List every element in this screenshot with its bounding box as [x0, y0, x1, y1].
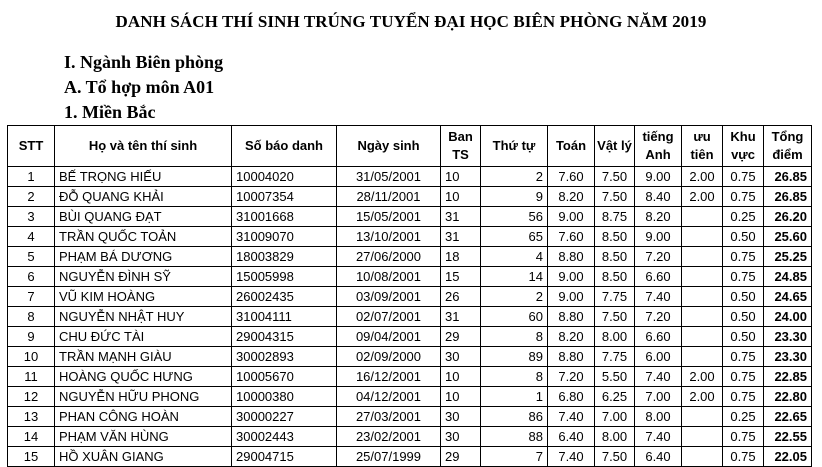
cell-dob: 16/12/2001 [337, 367, 441, 387]
cell-stt: 4 [8, 227, 55, 247]
header-name: Họ và tên thí sinh [55, 126, 232, 167]
section-heading: I. Ngành Biên phòng [64, 52, 224, 72]
cell-english: 8.00 [635, 407, 682, 427]
cell-stt: 13 [8, 407, 55, 427]
cell-sbd: 26002435 [232, 287, 337, 307]
cell-dob: 13/10/2001 [337, 227, 441, 247]
header-english: tiếng Anh [635, 126, 682, 167]
cell-stt: 14 [8, 427, 55, 447]
cell-physics: 6.25 [595, 387, 635, 407]
cell-dob: 28/11/2001 [337, 187, 441, 207]
cell-order: 14 [481, 267, 548, 287]
cell-english: 7.20 [635, 247, 682, 267]
cell-english: 6.00 [635, 347, 682, 367]
cell-region: 0.25 [723, 207, 764, 227]
cell-dob: 10/08/2001 [337, 267, 441, 287]
cell-name: CHU ĐỨC TÀI [55, 327, 232, 347]
table-row [8, 307, 812, 327]
cell-dob: 15/05/2001 [337, 207, 441, 227]
cell-order: 9 [481, 187, 548, 207]
cell-order: 8 [481, 327, 548, 347]
cell-dob: 03/09/2001 [337, 287, 441, 307]
cell-math: 9.00 [548, 207, 595, 227]
cell-priority [682, 327, 723, 347]
cell-region: 0.50 [723, 227, 764, 247]
cell-order: 2 [481, 167, 548, 187]
table-row [8, 187, 812, 207]
cell-name: ĐỖ QUANG KHẢI [55, 187, 232, 207]
header-sbd: Số báo danh [232, 126, 337, 167]
cell-order: 8 [481, 367, 548, 387]
cell-region: 0.50 [723, 307, 764, 327]
cell-region: 0.25 [723, 407, 764, 427]
cell-english: 7.40 [635, 367, 682, 387]
cell-sbd: 31004111 [232, 307, 337, 327]
cell-total: 26.85 [764, 167, 812, 187]
cell-priority [682, 227, 723, 247]
cell-priority [682, 347, 723, 367]
cell-ban-ts: 29 [441, 447, 481, 467]
table-row [8, 267, 812, 287]
cell-order: 4 [481, 247, 548, 267]
cell-stt: 8 [8, 307, 55, 327]
cell-order: 60 [481, 307, 548, 327]
cell-name: NGUYỄN ĐÌNH SỸ [55, 267, 232, 287]
cell-region: 0.75 [723, 427, 764, 447]
header-order: Thứ tự [481, 126, 548, 167]
cell-sbd: 10005670 [232, 367, 337, 387]
admission-table [7, 125, 812, 467]
cell-sbd: 30002893 [232, 347, 337, 367]
cell-physics: 7.50 [595, 307, 635, 327]
cell-name: TRẦN MẠNH GIÀU [55, 347, 232, 367]
cell-sbd: 10007354 [232, 187, 337, 207]
cell-total: 25.25 [764, 247, 812, 267]
cell-dob: 27/06/2000 [337, 247, 441, 267]
cell-total: 26.20 [764, 207, 812, 227]
cell-name: BẾ TRỌNG HIẾU [55, 167, 232, 187]
cell-total: 23.30 [764, 347, 812, 367]
cell-name: PHAN CÔNG HOÀN [55, 407, 232, 427]
table-header-row [8, 126, 812, 167]
cell-total: 24.85 [764, 267, 812, 287]
cell-ban-ts: 10 [441, 187, 481, 207]
cell-sbd: 10000380 [232, 387, 337, 407]
cell-ban-ts: 31 [441, 227, 481, 247]
cell-dob: 02/07/2001 [337, 307, 441, 327]
cell-total: 22.55 [764, 427, 812, 447]
cell-sbd: 18003829 [232, 247, 337, 267]
table-row [8, 387, 812, 407]
cell-priority [682, 267, 723, 287]
cell-order: 65 [481, 227, 548, 247]
cell-physics: 7.50 [595, 447, 635, 467]
table-row [8, 227, 812, 247]
cell-region: 0.75 [723, 267, 764, 287]
cell-math: 8.80 [548, 247, 595, 267]
document-title: DANH SÁCH THÍ SINH TRÚNG TUYỂN ĐẠI HỌC BIÊN PHÒNG NĂM 2019 [115, 12, 707, 31]
cell-region: 0.75 [723, 367, 764, 387]
cell-ban-ts: 26 [441, 287, 481, 307]
cell-stt: 15 [8, 447, 55, 467]
table-row [8, 447, 812, 467]
cell-ban-ts: 30 [441, 427, 481, 447]
cell-name: PHẠM BÁ DƯƠNG [55, 247, 232, 267]
header-stt: STT [8, 126, 55, 167]
cell-english: 6.60 [635, 267, 682, 287]
cell-total: 22.85 [764, 367, 812, 387]
cell-dob: 31/05/2001 [337, 167, 441, 187]
cell-math: 7.60 [548, 167, 595, 187]
cell-region: 0.50 [723, 327, 764, 347]
cell-priority: 2.00 [682, 187, 723, 207]
cell-english: 7.40 [635, 427, 682, 447]
table-row [8, 247, 812, 267]
cell-english: 8.40 [635, 187, 682, 207]
cell-ban-ts: 31 [441, 307, 481, 327]
cell-priority: 2.00 [682, 167, 723, 187]
cell-english: 6.40 [635, 447, 682, 467]
cell-ban-ts: 30 [441, 407, 481, 427]
cell-ban-ts: 29 [441, 327, 481, 347]
cell-ban-ts: 18 [441, 247, 481, 267]
table-row [8, 167, 812, 187]
cell-total: 22.80 [764, 387, 812, 407]
cell-physics: 5.50 [595, 367, 635, 387]
cell-physics: 7.75 [595, 287, 635, 307]
table-row [8, 327, 812, 347]
cell-order: 89 [481, 347, 548, 367]
cell-priority [682, 407, 723, 427]
cell-stt: 9 [8, 327, 55, 347]
cell-dob: 25/07/1999 [337, 447, 441, 467]
cell-priority [682, 307, 723, 327]
table-row [8, 427, 812, 447]
cell-physics: 8.00 [595, 327, 635, 347]
cell-region: 0.75 [723, 187, 764, 207]
cell-region: 0.75 [723, 387, 764, 407]
cell-stt: 3 [8, 207, 55, 227]
cell-stt: 6 [8, 267, 55, 287]
cell-priority [682, 207, 723, 227]
table-row [8, 367, 812, 387]
cell-order: 88 [481, 427, 548, 447]
cell-physics: 8.50 [595, 247, 635, 267]
cell-physics: 7.50 [595, 187, 635, 207]
cell-name: NGUYỄN NHẬT HUY [55, 307, 232, 327]
cell-total: 25.60 [764, 227, 812, 247]
cell-stt: 11 [8, 367, 55, 387]
cell-english: 7.00 [635, 387, 682, 407]
cell-order: 86 [481, 407, 548, 427]
cell-english: 9.00 [635, 227, 682, 247]
cell-physics: 7.50 [595, 167, 635, 187]
cell-math: 9.00 [548, 287, 595, 307]
cell-physics: 8.00 [595, 427, 635, 447]
cell-region: 0.75 [723, 167, 764, 187]
cell-math: 6.40 [548, 427, 595, 447]
cell-sbd: 30000227 [232, 407, 337, 427]
cell-sbd: 29004315 [232, 327, 337, 347]
cell-sbd: 31009070 [232, 227, 337, 247]
cell-priority [682, 287, 723, 307]
cell-region: 0.50 [723, 287, 764, 307]
cell-math: 8.80 [548, 307, 595, 327]
cell-english: 7.20 [635, 307, 682, 327]
cell-region: 0.75 [723, 447, 764, 467]
cell-stt: 12 [8, 387, 55, 407]
cell-physics: 7.75 [595, 347, 635, 367]
cell-stt: 1 [8, 167, 55, 187]
cell-math: 6.80 [548, 387, 595, 407]
cell-order: 1 [481, 387, 548, 407]
cell-math: 7.20 [548, 367, 595, 387]
cell-dob: 23/02/2001 [337, 427, 441, 447]
cell-math: 7.40 [548, 407, 595, 427]
cell-priority: 2.00 [682, 387, 723, 407]
cell-name: BÙI QUANG ĐẠT [55, 207, 232, 227]
table-body [8, 167, 812, 467]
table-row [8, 407, 812, 427]
cell-region: 0.75 [723, 247, 764, 267]
cell-order: 7 [481, 447, 548, 467]
cell-priority [682, 447, 723, 467]
header-region: Khu vực [723, 126, 764, 167]
cell-stt: 2 [8, 187, 55, 207]
table-row [8, 287, 812, 307]
header-ban-ts: Ban TS [441, 126, 481, 167]
cell-stt: 7 [8, 287, 55, 307]
cell-priority [682, 427, 723, 447]
cell-ban-ts: 15 [441, 267, 481, 287]
cell-math: 8.80 [548, 347, 595, 367]
cell-sbd: 30002443 [232, 427, 337, 447]
cell-stt: 10 [8, 347, 55, 367]
cell-dob: 04/12/2001 [337, 387, 441, 407]
cell-sbd: 15005998 [232, 267, 337, 287]
subsection-heading: A. Tổ hợp môn A01 [64, 77, 215, 97]
cell-name: HOÀNG QUỐC HƯNG [55, 367, 232, 387]
cell-physics: 8.50 [595, 267, 635, 287]
cell-ban-ts: 10 [441, 387, 481, 407]
cell-dob: 09/04/2001 [337, 327, 441, 347]
header-dob: Ngày sinh [337, 126, 441, 167]
cell-total: 23.30 [764, 327, 812, 347]
region-heading: 1. Miền Bắc [64, 102, 156, 122]
cell-region: 0.75 [723, 347, 764, 367]
cell-math: 8.20 [548, 187, 595, 207]
header-physics: Vật lý [595, 126, 635, 167]
cell-total: 26.85 [764, 187, 812, 207]
cell-ban-ts: 31 [441, 207, 481, 227]
cell-name: PHẠM VĂN HÙNG [55, 427, 232, 447]
cell-sbd: 31001668 [232, 207, 337, 227]
cell-total: 22.65 [764, 407, 812, 427]
cell-order: 56 [481, 207, 548, 227]
cell-name: HỒ XUÂN GIANG [55, 447, 232, 467]
table-row [8, 347, 812, 367]
cell-math: 7.40 [548, 447, 595, 467]
cell-math: 8.20 [548, 327, 595, 347]
cell-physics: 8.50 [595, 227, 635, 247]
cell-name: NGUYỄN HỮU PHONG [55, 387, 232, 407]
cell-priority: 2.00 [682, 367, 723, 387]
cell-stt: 5 [8, 247, 55, 267]
cell-ban-ts: 30 [441, 347, 481, 367]
cell-english: 6.60 [635, 327, 682, 347]
cell-dob: 27/03/2001 [337, 407, 441, 427]
cell-physics: 8.75 [595, 207, 635, 227]
cell-english: 7.40 [635, 287, 682, 307]
table-row [8, 207, 812, 227]
header-priority: ưu tiên [682, 126, 723, 167]
cell-order: 2 [481, 287, 548, 307]
cell-priority [682, 247, 723, 267]
cell-english: 8.20 [635, 207, 682, 227]
header-total: Tổng điểm [764, 126, 812, 167]
cell-total: 22.05 [764, 447, 812, 467]
cell-physics: 7.00 [595, 407, 635, 427]
cell-sbd: 10004020 [232, 167, 337, 187]
cell-dob: 02/09/2000 [337, 347, 441, 367]
cell-math: 7.60 [548, 227, 595, 247]
header-math: Toán [548, 126, 595, 167]
cell-name: TRẦN QUỐC TOẢN [55, 227, 232, 247]
cell-name: VŨ KIM HOÀNG [55, 287, 232, 307]
cell-total: 24.00 [764, 307, 812, 327]
cell-english: 9.00 [635, 167, 682, 187]
cell-sbd: 29004715 [232, 447, 337, 467]
cell-total: 24.65 [764, 287, 812, 307]
cell-math: 9.00 [548, 267, 595, 287]
cell-ban-ts: 10 [441, 167, 481, 187]
cell-ban-ts: 10 [441, 367, 481, 387]
